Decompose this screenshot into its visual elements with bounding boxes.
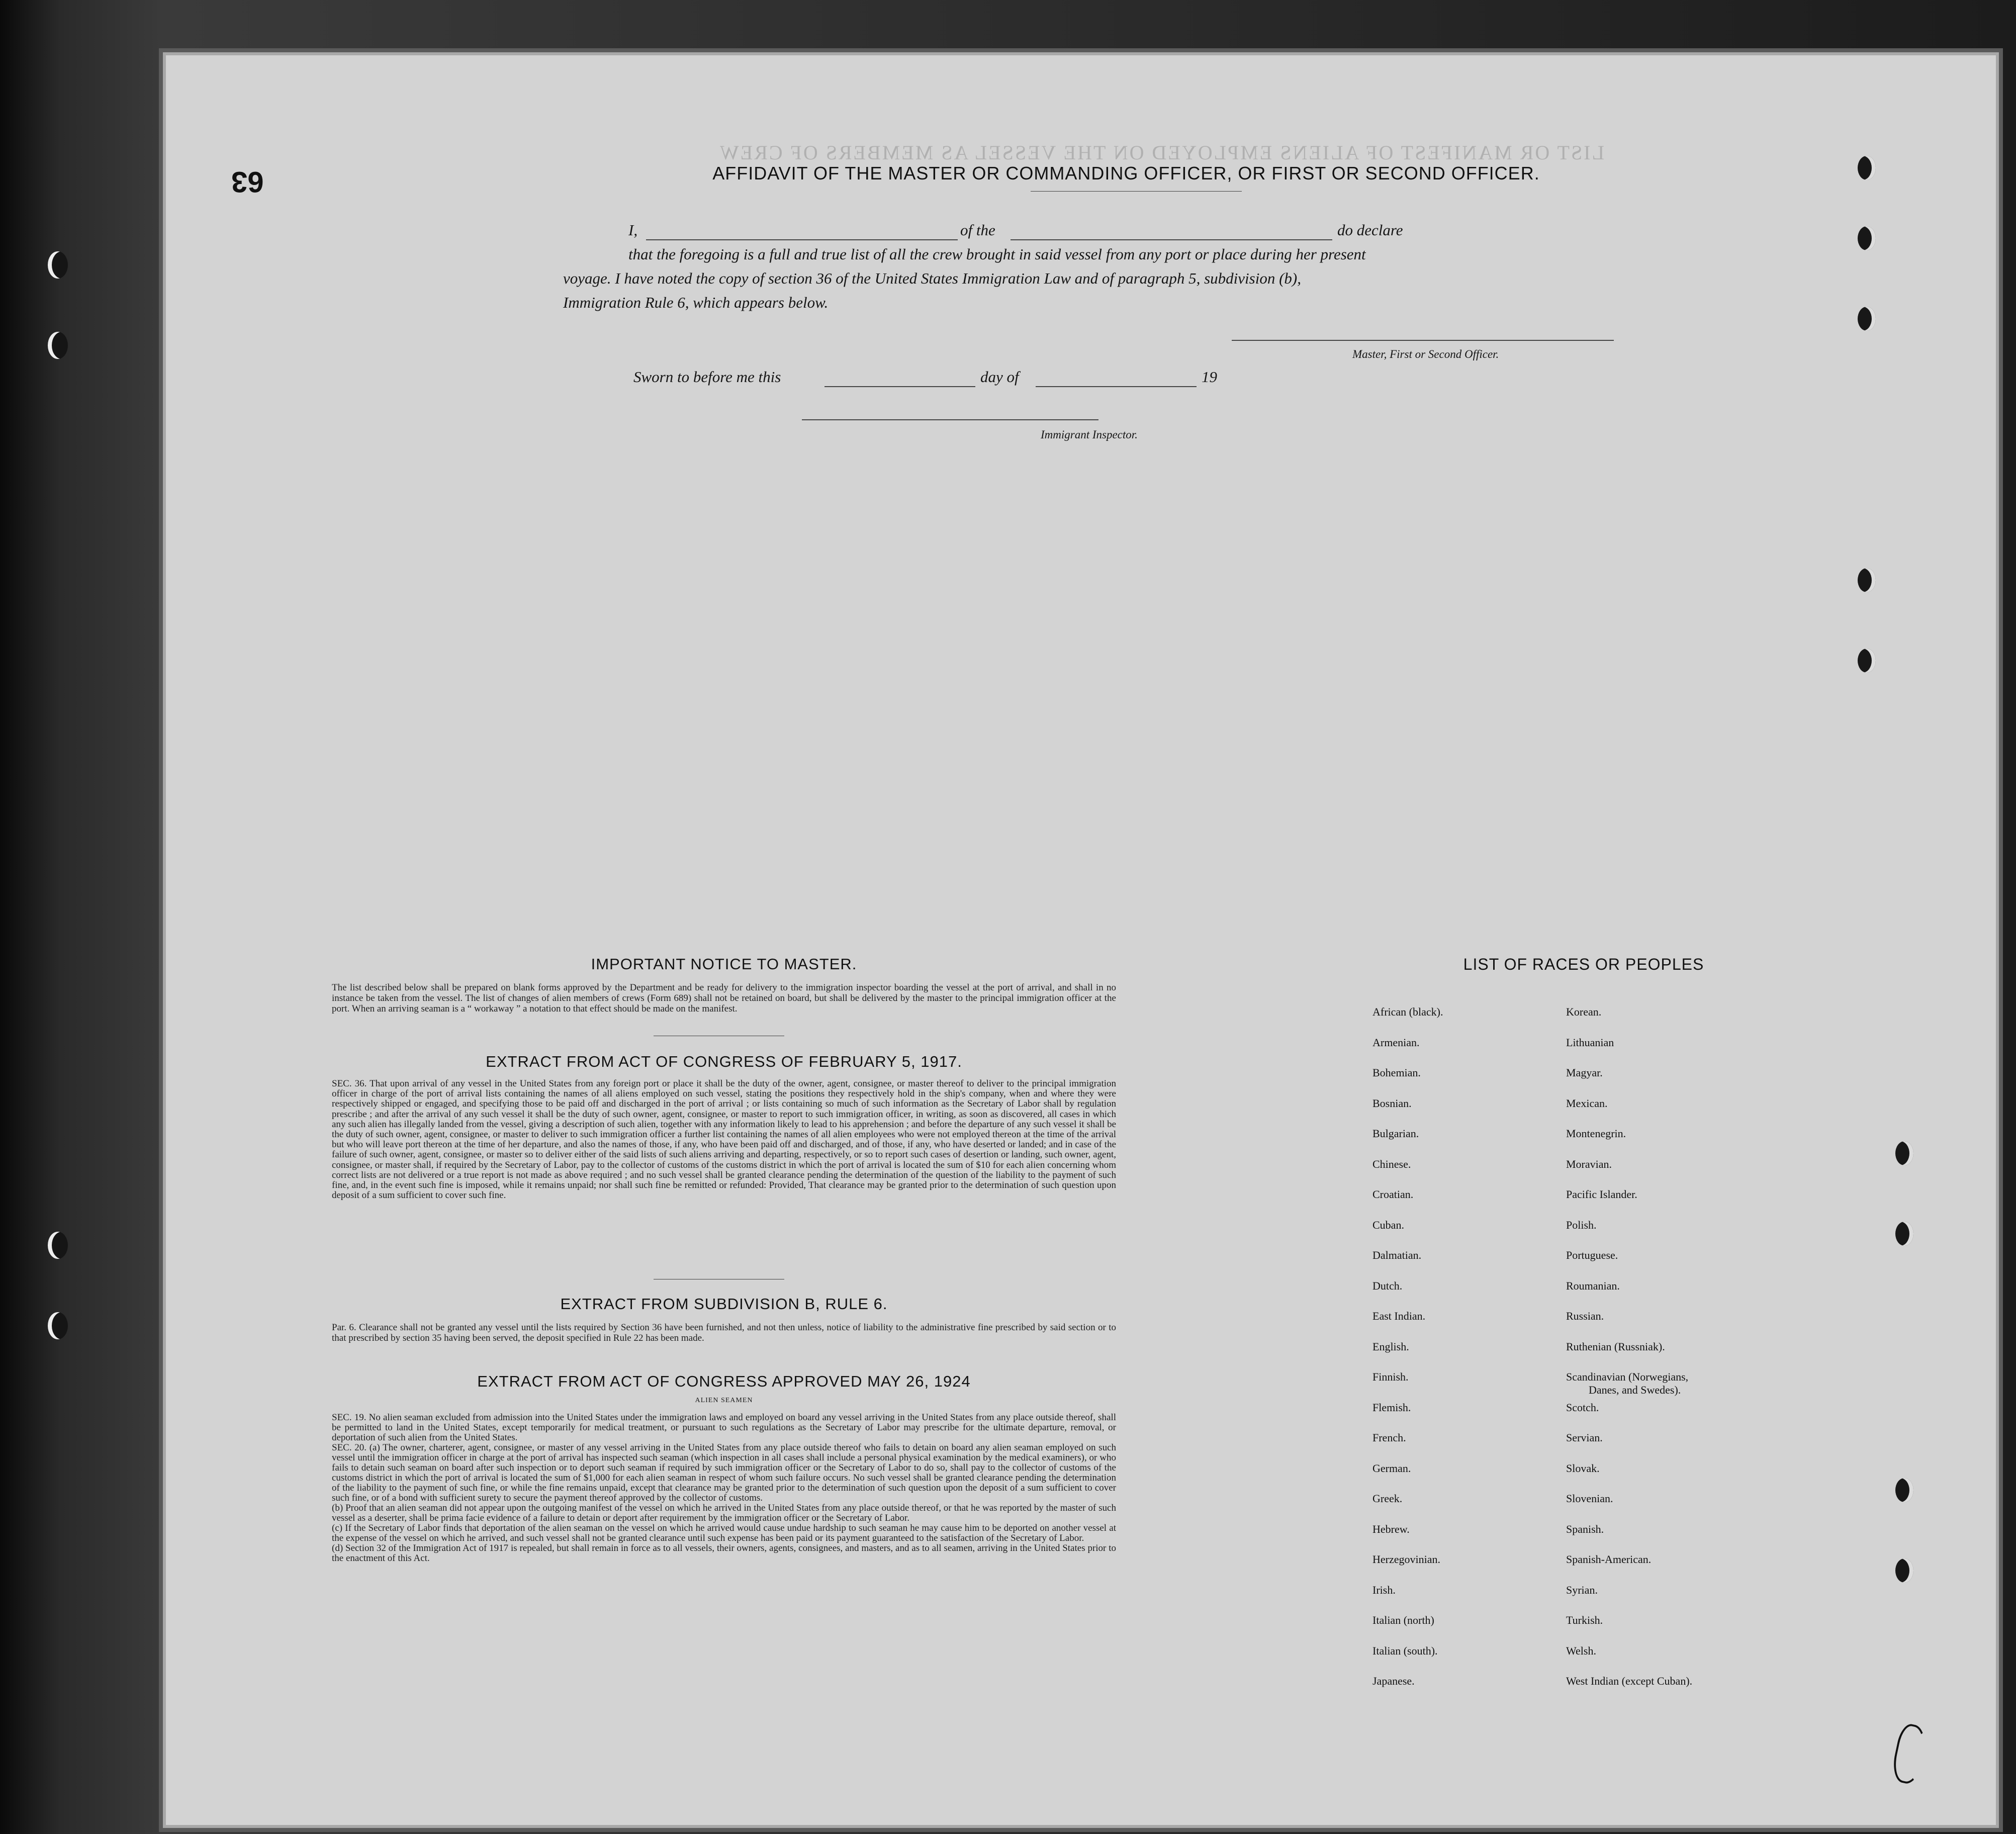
page-hole <box>1895 1141 1913 1165</box>
binder-hole <box>48 251 68 279</box>
race-item: Danes, and Swedes). <box>1589 1384 1681 1396</box>
affidavit-of-the: of the <box>960 221 995 239</box>
race-item: Pacific Islander. <box>1566 1188 1637 1201</box>
extract-1924-title: EXTRACT FROM ACT OF CONGRESS APPROVED MAY 26, 1924 <box>477 1372 971 1390</box>
race-item: Ruthenian (Russniak). <box>1566 1340 1665 1353</box>
race-item: Dalmatian. <box>1372 1249 1422 1261</box>
affidavit-line-2: that the foregoing is a full and true list of all the crew brought in said vessel from any port or place during her present <box>628 245 1366 263</box>
race-item: Croatian. <box>1372 1188 1414 1201</box>
race-item: Mexican. <box>1566 1096 1608 1110</box>
page-hole <box>1895 1558 1913 1583</box>
subdivision-title: EXTRACT FROM SUBDIVISION B, RULE 6. <box>560 1295 888 1313</box>
sworn-month-blank <box>1036 386 1197 387</box>
race-item: Slovak. <box>1566 1461 1600 1475</box>
year-text: 19 <box>1202 368 1217 386</box>
affidavit-line-4: Immigration Rule 6, which appears below. <box>563 294 829 311</box>
race-item: Bosnian. <box>1372 1096 1412 1110</box>
race-item: Syrian. <box>1566 1583 1598 1596</box>
day-of-text: day of <box>980 368 1019 386</box>
signature-line <box>1232 340 1614 341</box>
page-hole <box>1858 156 1876 180</box>
race-item: Bohemian. <box>1372 1066 1421 1079</box>
page-hole <box>1895 1222 1913 1246</box>
extract-1917-text: SEC. 36. That upon arrival of any vessel in the United States from any foreign port or place it shall be the duty of the owner, agent, consignee, or master thereof to deliver to the principal immigration officer in charge of the port of arrival lists containing the names of all aliens employed on such vessel, stating the positions they respectively hold in the ship's company, when and where they were respectively shipped or engaged, and specifying those to be paid off and discharged in the port of arrival ; or lists containing so much of such information as the Secretary of Labor shall by regulation prescribe ; and after the arrival of any such vessel it shall be the duty of such owner, agent, consignee, or master to report to such immigration officer, in writing, as soon as discovered, all cases in which any such alien has illegally landed from the vessel, giving a description of such alien, together with any information likely to lead to his apprehension ; and before the departure of any such vessel it shall be the duty of such owner, agent, consignee, or master to deliver to such immigration officer a further list containing the names of all alien employees who were not employed thereon at the time of the arrival but who will leave port thereon at the time of her departure, and also the names of those, if any, who have been paid off and discharged, and of those, if any, who have deserted or landed; and in case of the failure of such owner, agent, consignee, or master so to deliver either of the said lists of such aliens arriving and departing, respectively, or so to report such cases of desertion or landing, such owner, agent, consignee, or master shall, if required by the Secretary of Labor, pay to the collector of customs of the customs district in which the port of arrival is located the sum of $10 for each alien concerning whom correct lists are not delivered or a true report is not made as above required ; and no such vessel shall be granted clearance pending the determination of the question of the liability to the payment of such fine, and, in the event such fine is imposed, while it remains unpaid; nor shall such fine be remitted or refunded: Provided, That clearance may be granted prior to the determination of such question upon deposit of a sum sufficient to cover such fine. <box>332 1078 1116 1201</box>
race-item: Finnish. <box>1372 1370 1409 1383</box>
race-item: Japanese. <box>1372 1675 1415 1687</box>
race-item: Irish. <box>1372 1583 1396 1596</box>
race-item: German. <box>1372 1461 1411 1475</box>
affidavit-do-declare: do declare <box>1337 221 1403 239</box>
page-hole <box>1858 649 1876 673</box>
bleed-through-text: LIST OR MANIFEST OF ALIENS EMPLOYED ON THE VESSEL AS MEMBERS OF CREW <box>718 141 1604 164</box>
sworn-text: Sworn to before me this <box>633 368 781 386</box>
subdivision-text: Par. 6. Clearance shall not be granted any vessel until the lists required by Section 36 have been furnished, and not then unless, notice of liability to the administrative fine prescribed by said section or to that prescribed by section 35 having been served, the deposit specified in Rule 22 has been made. <box>332 1322 1116 1343</box>
race-item: East Indian. <box>1372 1310 1426 1322</box>
race-item: Flemish. <box>1372 1401 1411 1414</box>
races-title: LIST OF RACES OR PEOPLES <box>1463 955 1704 973</box>
race-item: Cuban. <box>1372 1218 1404 1231</box>
race-item: Greek. <box>1372 1492 1403 1505</box>
extract-1924-subtitle: ALIEN SEAMEN <box>695 1397 753 1404</box>
signature-caption: Master, First or Second Officer. <box>1352 348 1499 360</box>
page-hole <box>1858 568 1876 592</box>
race-item: Herzegovinian. <box>1372 1553 1440 1566</box>
race-item: Hebrew. <box>1372 1522 1410 1535</box>
side-stamp: 63 <box>231 165 264 198</box>
name-blank <box>646 239 958 240</box>
race-item: Spanish. <box>1566 1522 1604 1535</box>
notice-title: IMPORTANT NOTICE TO MASTER. <box>591 955 857 973</box>
race-item: Dutch. <box>1372 1279 1403 1292</box>
race-item: Italian (north) <box>1372 1614 1434 1626</box>
race-item: Slovenian. <box>1566 1492 1613 1505</box>
race-item: Spanish-American. <box>1566 1553 1652 1566</box>
extract-1917-title: EXTRACT FROM ACT OF CONGRESS OF FEBRUARY 5, 1917. <box>486 1053 962 1070</box>
race-item: Turkish. <box>1566 1614 1603 1626</box>
notice-text: The list described below shall be prepared on blank forms approved by the Department and be ready for delivery to the immigration inspector boarding the vessel at the port of arrival, and shall in no instance be taken from the vessel. The list of changes of alien members of crews (Form 689) shall not be retained on board, but shall be delivered by the master to the principal immigration officer at the port. When an arriving seaman is a “ workaway ” a notation to that effect should be made on the manifest. <box>332 982 1116 1014</box>
race-item: Servian. <box>1566 1431 1603 1444</box>
race-item: West Indian (except Cuban). <box>1566 1675 1693 1687</box>
handwritten-mark <box>1889 1722 1930 1786</box>
inspector-line <box>802 419 1098 420</box>
race-item: Lithuanian <box>1566 1036 1614 1049</box>
inspector-caption: Immigrant Inspector. <box>1041 428 1138 441</box>
race-item: Roumanian. <box>1566 1279 1620 1292</box>
race-item: English. <box>1372 1340 1409 1353</box>
affidavit-i: I, <box>628 221 638 239</box>
race-item: Russian. <box>1566 1310 1604 1322</box>
race-item: Armenian. <box>1372 1036 1420 1049</box>
binder-hole <box>48 332 68 359</box>
race-item: Scotch. <box>1566 1401 1599 1414</box>
race-item: Montenegrin. <box>1566 1127 1626 1140</box>
race-item: Magyar. <box>1566 1066 1603 1079</box>
page-hole <box>1858 307 1876 331</box>
race-item: Portuguese. <box>1566 1249 1618 1261</box>
affidavit-title: AFFIDAVIT OF THE MASTER OR COMMANDING OFFICER, OR FIRST OR SECOND OFFICER. <box>712 163 1540 184</box>
race-item: Korean. <box>1566 1005 1602 1018</box>
race-item: Welsh. <box>1566 1644 1596 1657</box>
race-item: Italian (south). <box>1372 1644 1438 1657</box>
race-item: Bulgarian. <box>1372 1127 1419 1140</box>
affidavit-line-3: voyage. I have noted the copy of section 36 of the United States Immigration Law and of paragraph 5, subdivision (b), <box>563 269 1301 287</box>
race-item: African (black). <box>1372 1005 1443 1018</box>
vessel-blank <box>1011 239 1332 240</box>
sworn-day-blank <box>824 386 975 387</box>
race-item: French. <box>1372 1431 1406 1444</box>
binder-hole <box>48 1232 68 1259</box>
page-hole <box>1895 1478 1913 1502</box>
title-divider <box>1031 191 1242 192</box>
race-item: Polish. <box>1566 1218 1597 1231</box>
race-item: Moravian. <box>1566 1157 1612 1170</box>
extract-1924-text: SEC. 19. No alien seaman excluded from admission into the United States under the immigration laws and employed on board any vessel arriving in the United States from any place outside thereof, shall be permitted to land in the United States, except temporarily for medical treatment, or pursuant to such regulations as the Secretary of Labor may prescribe for the ultimate departure, removal, or deportation of such alien from the United States. SEC. 20. (a) The owner, charterer, agent, consignee, or master of any vessel arriving in the United States from any place outside thereof who fails to detain on board any alien seaman employed on such vessel until the immigration officer in charge at the port of arrival has inspected such seaman (which inspection in all cases shall include a personal physical examination by the medical examiners), or who fails to detain such seaman on board after such inspection or to deport such seaman if required by such immigration officer or the Secretary of Labor to do so, shall pay to the collector of customs of the customs district in which the port of arrival is located the sum of $1,000 for each alien seaman in respect of whom such failure occurs. No such vessel shall be granted clearance pending the determination of the liability to the payment of such fine, or while the fine remains unpaid, except that clearance may be granted prior to the determination of such question upon the deposit of a sum sufficient to cover such fine, or of a bond with sufficient surety to secure the payment thereof approved by the collector of customs. (b) Proof that an alien seaman did not appear upon the outgoing manifest of the vessel on which he arrived in the United States from any place outside thereof, or that he was reported by the master of such vessel as a deserter, shall be prima facie evidence of a failure to detain or deport after requirement by the immigration officer or the Secretary of Labor. (c) If the Secretary of Labor finds that deportation of the alien seaman on the vessel on which he arrived would cause undue hardship to such seaman he may cause him to be deported on another vessel at the expense of the vessel on which he arrived, and such vessel shall not be granted clearance until such expense has been paid or its payment guaranteed to the satisfaction of the Secretary of Labor. (d) Section 32 of the Immigration Act of 1917 is repealed, but shall remain in force as to all vessels, their owners, agents, consignees, and masters, and as to all seamen, arriving in the United States prior to the enactment of this Act. <box>332 1412 1116 1564</box>
page-hole <box>1858 226 1876 250</box>
manifest-page <box>166 55 1996 1825</box>
race-item: Scandinavian (Norwegians, <box>1566 1370 1689 1383</box>
race-item: Chinese. <box>1372 1157 1411 1170</box>
binder-hole <box>48 1312 68 1339</box>
